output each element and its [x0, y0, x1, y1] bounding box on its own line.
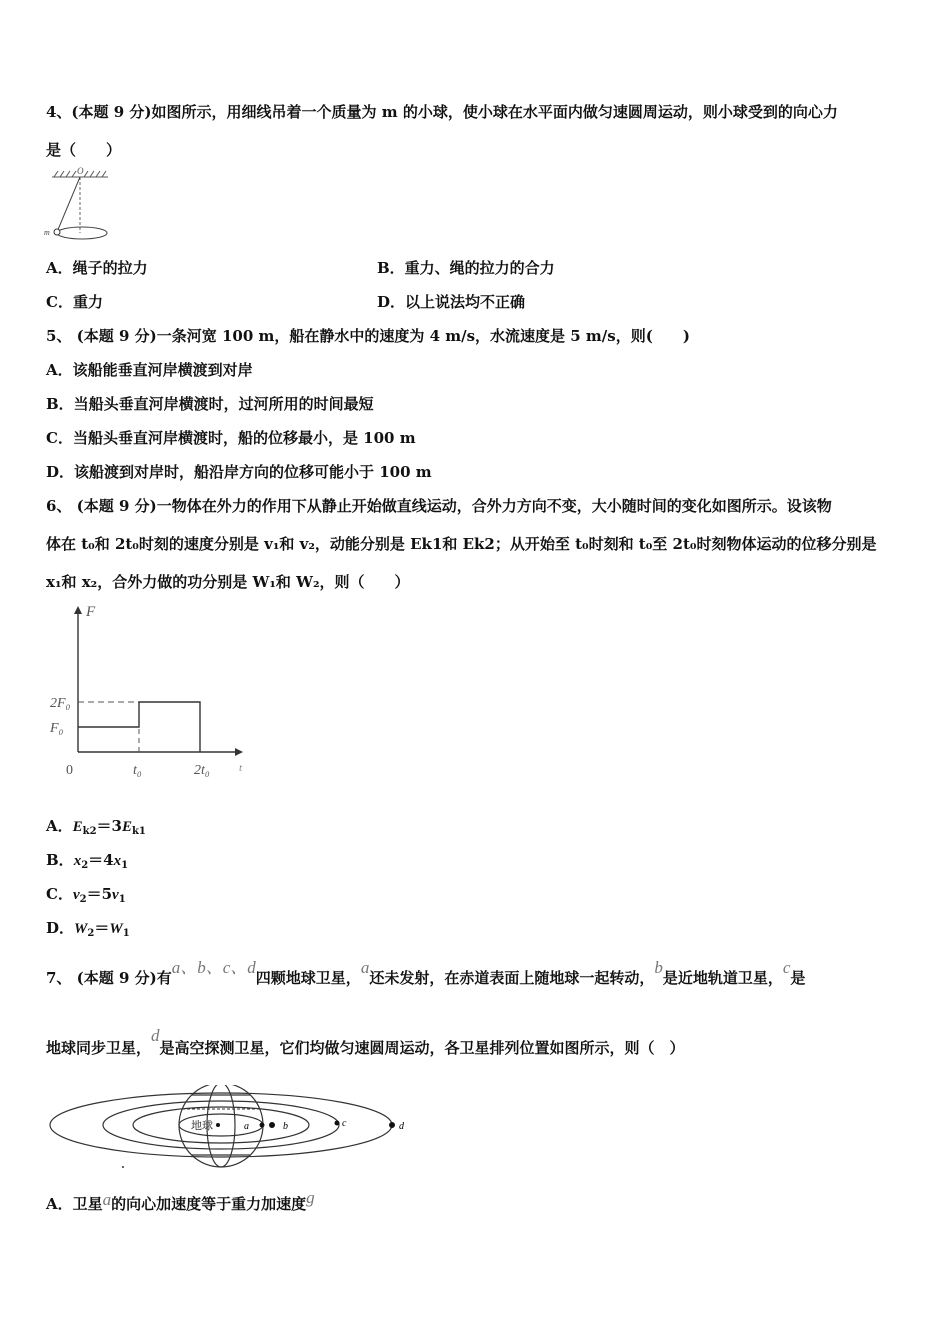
series-f-of-t — [78, 702, 200, 752]
satellite-d — [389, 1122, 395, 1128]
q6-option-c: C．$v_2=5v_1$ — [46, 885, 126, 905]
x-axis-label: t — [239, 762, 243, 774]
q5-option-b: B．当船头垂直河岸横渡时，过河所用的时间最短 — [46, 395, 374, 413]
q4-stem-line1: 4、(本题 9 分)如图所示，用细线吊着一个质量为 m 的小球，使小球在水平面内做匀速圆周运动，则小球受到的向心力 — [46, 103, 838, 121]
y-tick-0: F₀ — [50, 721, 64, 736]
x-tick-2: 2t₀ — [194, 763, 210, 778]
q4-stem-line2: 是（ ） — [46, 141, 122, 159]
mass-label: m — [44, 228, 50, 237]
y-tick-1: 2F₀ — [50, 696, 71, 711]
label-d: d — [399, 1121, 404, 1132]
x-tick-1: t₀ — [133, 763, 142, 778]
q7-orbit-figure — [46, 1085, 416, 1175]
q6-stem-line1: 6、 (本题 9 分)一物体在外力的作用下从静止开始做直线运动，合外力方向不变，大小随时间的变化如图所示。设该物 — [46, 497, 832, 515]
q4-option-a: A．绳子的拉力 — [46, 259, 148, 277]
q6-stem-line3: x₁和 x₂，合外力做的功分别是 W₁和 W₂，则（ ） — [46, 573, 410, 591]
pivot-label: O — [77, 166, 84, 176]
q7-stem-line1: 7、 (本题 9 分)有a、b、c、d四颗地球卫星，a还未发射，在赤道表面上随地球一起转动，b是近地轨道卫星，c是 — [46, 958, 806, 987]
satellite-c — [335, 1121, 340, 1126]
ball — [54, 229, 60, 235]
x-tick-0: 0 — [66, 763, 73, 778]
q6-stem-line2: 体在 t₀和 2t₀时刻的速度分别是 v₁和 v₂，动能分别是 Ek1和 Ek2；从开始至 t₀时刻和 t₀至 2t₀时刻物体运动的位移分别是 — [46, 535, 877, 553]
orbit-c — [103, 1101, 339, 1149]
string — [57, 177, 80, 232]
q7-sym-list: a、b、c、d — [171, 958, 256, 977]
circular-path — [57, 227, 107, 239]
label-c: c — [342, 1118, 347, 1129]
earth-center — [216, 1123, 220, 1127]
y-axis-arrow — [74, 606, 82, 614]
orbit-d — [50, 1093, 392, 1157]
q6-option-b: B．$x_2=4x_1$ — [46, 851, 129, 871]
q4-option-b: B．重力、绳的拉力的合力 — [377, 259, 555, 277]
q5-option-a: A．该船能垂直河岸横渡到对岸 — [46, 361, 253, 379]
q4-option-c: C．重力 — [46, 293, 103, 311]
label-b: b — [283, 1121, 288, 1132]
q6-option-a: A．$E_{k2}=3E_{k1}$ — [46, 817, 146, 837]
y-axis-label: F — [86, 604, 96, 620]
q4-pendulum-figure — [40, 165, 140, 245]
q6-option-d: D．$W_2=W_1$ — [46, 919, 130, 939]
q5-option-d: D．该船渡到对岸时，船沿岸方向的位移可能小于 100 m — [46, 463, 432, 481]
label-a: a — [244, 1121, 249, 1132]
q7-stem-line2: 地球同步卫星，d是高空探测卫星，它们均做匀速圆周运动，各卫星排列位置如图所示，则（ ） — [46, 1026, 685, 1057]
q7-number: 7、 (本题 9 分)有 — [46, 969, 172, 987]
q6-force-time-chart — [40, 600, 260, 790]
q7-option-a: A．卫星a的向心加速度等于重力加速度g — [46, 1188, 315, 1213]
q5-option-c: C．当船头垂直河岸横渡时，船的位移最小，是 100 m — [46, 429, 416, 447]
q4-option-d: D．以上说法均不正确 — [377, 293, 526, 311]
stray-dot — [122, 1166, 124, 1168]
x-axis-arrow — [235, 748, 243, 756]
satellite-a — [260, 1123, 265, 1128]
q5-stem: 5、 (本题 9 分)一条河宽 100 m，船在静水中的速度为 4 m/s，水流速度是 5 m/s，则( ) — [46, 327, 690, 345]
earth-label: 地球 — [191, 1120, 213, 1132]
satellite-b — [269, 1122, 275, 1128]
